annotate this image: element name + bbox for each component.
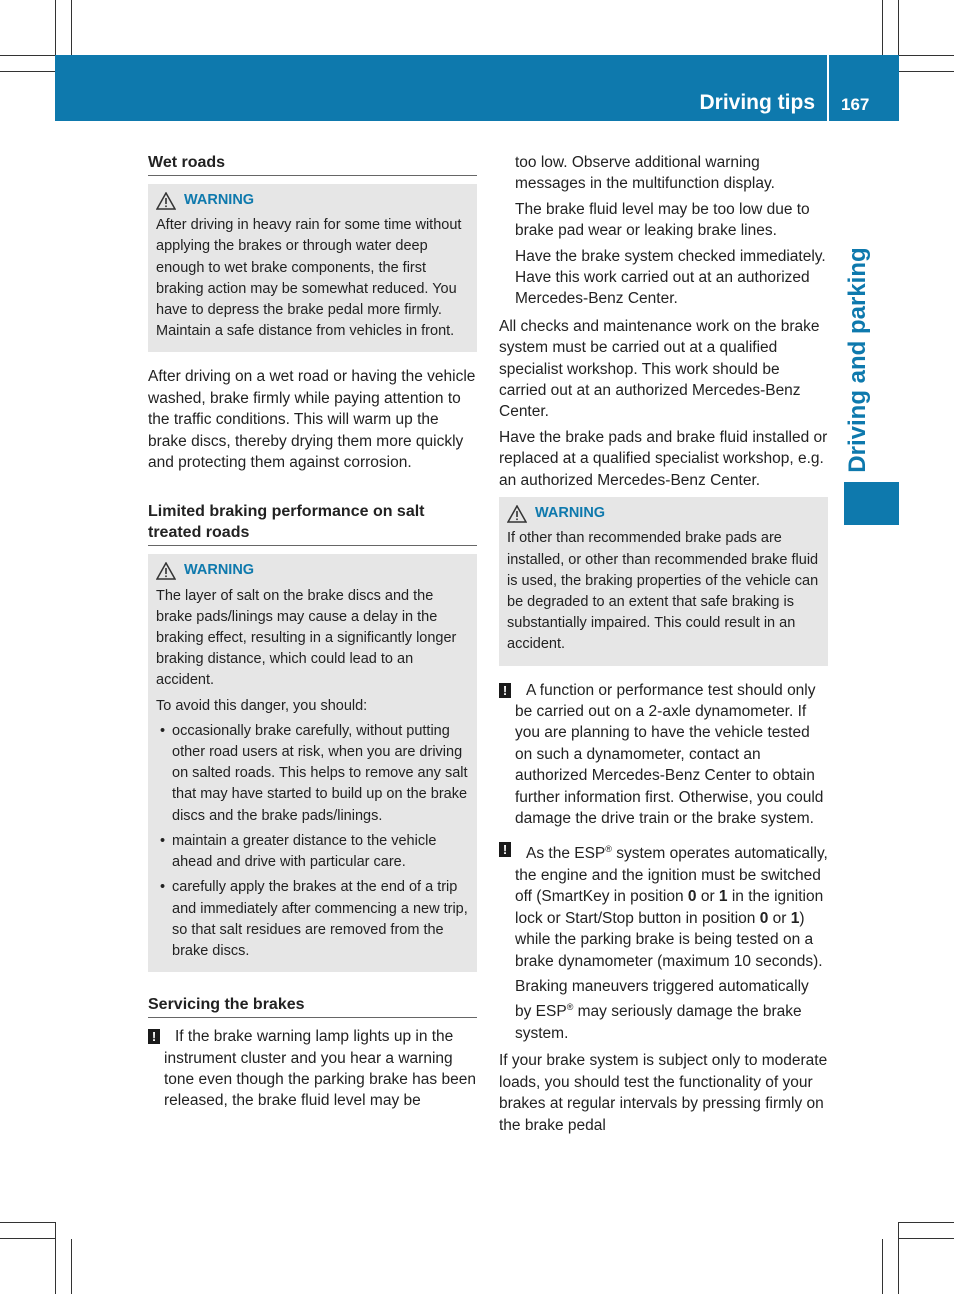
warning-box [148, 554, 477, 972]
warning-text: The layer of salt on the brake discs and the brake pads/linings may cause a delay in the braking effect, resulting in a significantly longer braking distance, which could lead to an accident. [156, 587, 457, 689]
section-title: Driving tips [699, 91, 815, 114]
crop-mark [71, 0, 72, 55]
crop-mark [898, 1222, 899, 1294]
heading-wet-roads: Wet roads [148, 152, 477, 176]
bullet-list [156, 721, 469, 962]
warning-label: WARNING [535, 505, 606, 522]
left-column [148, 152, 477, 1116]
crop-mark [0, 71, 55, 72]
crop-mark [55, 1222, 56, 1294]
warning-text: After driving in heavy rain for some time without applying the brakes or through water deep enough to wet brake components, the first braking action may be somewhat reduced. You have to depress the brake pedal more firmly. Maintain a safe distance from vehicles in front. [156, 217, 462, 340]
note-paragraph: Braking maneuvers triggered automatically by ESP® may seriously damage the brake system. [515, 977, 809, 1042]
crop-mark [899, 71, 954, 72]
page-header [55, 55, 899, 121]
warning-triangle-icon [156, 192, 176, 210]
warning-box [148, 184, 477, 352]
page-number: 167 [841, 95, 870, 114]
crop-mark [899, 1238, 954, 1239]
warning-box [499, 497, 828, 665]
crop-mark [899, 55, 954, 56]
crop-mark [0, 1238, 55, 1239]
body-text: After driving on a wet road or having the vehicle washed, brake firmly while paying attention to the traffic conditions. This will warm up the brake discs, thereby drying them more quickly and protecting them against corrosion. [148, 368, 476, 472]
warning-text: If other than recommended brake pads are installed, or other than recommended brake fluid is used, the braking properties of the vehicle can be degraded to an extent that safe braking is substantially impaired. This could result in an accident. [507, 530, 819, 653]
exclamation-icon: ! [148, 1029, 160, 1044]
body-text: Have the brake pads and brake fluid installed or replaced at a qualified specialist workshop, e.g. an authorized Mercedes-Benz Center. [499, 428, 828, 489]
right-column [499, 152, 828, 1140]
header-divider [827, 55, 829, 121]
note-continued: too low. Observe additional warning messages in the multifunction display. [515, 154, 775, 193]
body-text: All checks and maintenance work on the brake system must be carried out at a qualified specialist workshop. This work should be carried out at an authorized Mercedes-Benz Center. [499, 317, 820, 421]
note-paragraph: The brake fluid level may be too low due to brake pad wear or leaking brake lines. [515, 200, 810, 240]
crop-mark [899, 1222, 954, 1223]
crop-mark [0, 55, 55, 56]
crop-mark [0, 1222, 55, 1223]
warning-label: WARNING [184, 562, 255, 579]
exclamation-icon: ! [499, 683, 511, 698]
list-item: • occasionally brake carefully, without putting other road users at risk, when you are driving on salted roads. This helps to remove any salt that may have started to build up on the brake discs and the brake pads/linings. [156, 721, 469, 827]
crop-mark [71, 1239, 72, 1294]
heading-servicing: Servicing the brakes [148, 994, 477, 1018]
note: ! If the brake warning lamp lights up in the instrument cluster and you hear a warning tone even though the parking brake has been released, the brake fluid level may be [148, 1026, 477, 1112]
exclamation-icon: ! [499, 842, 511, 857]
warning-triangle-icon [156, 562, 176, 580]
body-text: If your brake system is subject only to moderate loads, you should test the functionality of your brakes at regular intervals by pressing firmly on the brake pedal [499, 1052, 828, 1134]
crop-mark [882, 1239, 883, 1294]
warning-label: WARNING [184, 192, 255, 208]
heading-salt-roads: Limited braking performance on salt treated roads [148, 501, 477, 546]
crop-mark [882, 0, 883, 55]
chapter-tab [844, 482, 899, 525]
note: ! A function or performance test should only be carried out on a 2-axle dynamometer. If you are planning to have the vehicle tested on such a dynamometer, contact an authorized Mercedes-Benz Center to obtain further information first. Otherwise, you could damage the drive train or the brake system. [499, 680, 828, 830]
note-paragraph: Have the brake system checked immediately. Have this work carried out at an authorized Mercedes-Benz Center. [515, 247, 826, 308]
list-item: • maintain a greater distance to the vehicle ahead and drive with particular care. [156, 831, 469, 873]
warning-text: To avoid this danger, you should: [156, 697, 368, 714]
warning-triangle-icon [507, 505, 527, 523]
list-item: • carefully apply the brakes at the end of a trip and immediately after commencing a new trip, so that salt residues are removed from the brake discs. [156, 877, 469, 962]
note: ! As the ESP® system operates automatically, the engine and the ignition must be switched off (SmartKey in position 0 or 1 in the ignition lock or Start/Stop button in position 0 or 1) while the parking brake is being tested on a brake dynamometer (maximum 10 seconds). [499, 839, 828, 972]
